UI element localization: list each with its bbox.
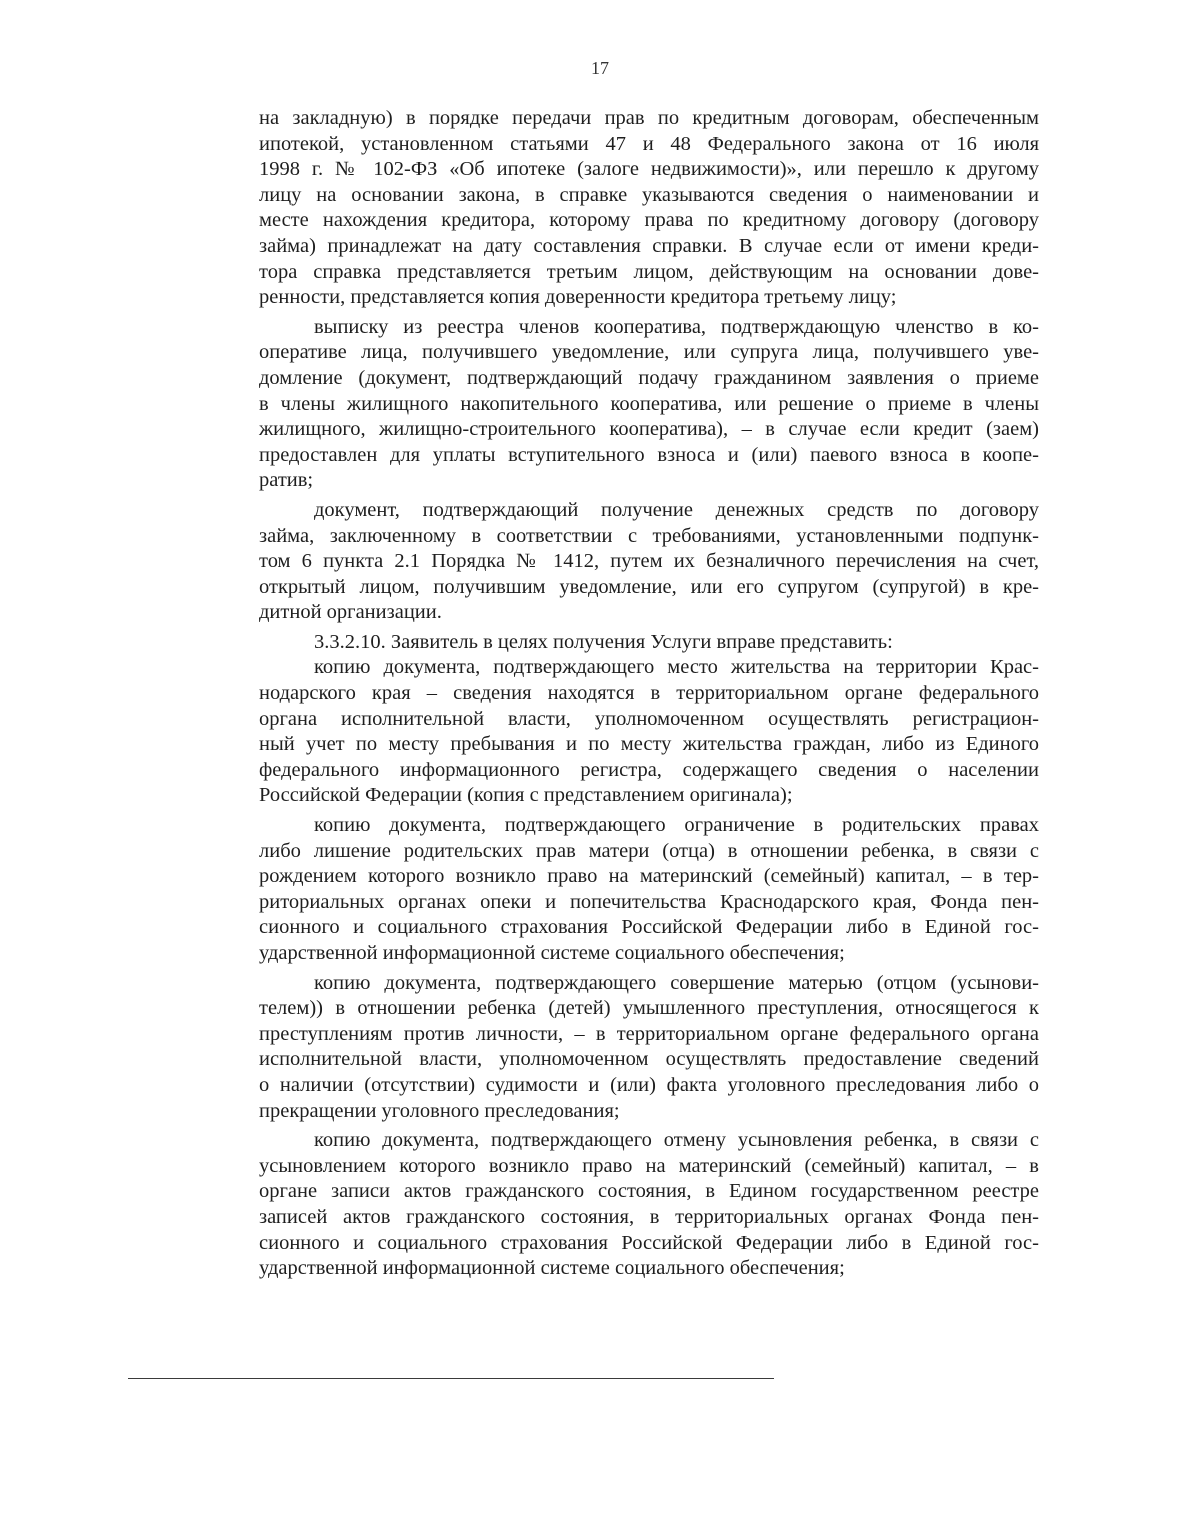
text-line: рождением которого возникло право на материнский (семейный) капитал, – в тер- — [259, 865, 1039, 888]
text-line: о наличии (отсутствии) судимости и (или) факта уголовного преследования либо о — [259, 1073, 1039, 1096]
text-line: займа) принадлежат на дату составления справки. В случае если от имени креди- — [259, 234, 1039, 257]
text-line: органа исполнительной власти, уполномоченном осуществлять регистрацион- — [259, 707, 1039, 730]
text-line: выписку из реестра членов кооператива, подтверждающую членство в ко- — [314, 315, 1039, 338]
text-line: записей актов гражданского состояния, в территориальных органах Фонда пен- — [259, 1205, 1039, 1228]
text-line: в члены жилищного накопительного кооператива, или решение о приеме в члены — [259, 392, 1039, 415]
text-line: ренности, представляется копия доверенности кредитора третьему лицу; — [259, 286, 897, 309]
text-line: ратив; — [259, 469, 314, 492]
text-line: займа, заключенному в соответствии с требованиями, установленными подпунк- — [259, 524, 1039, 547]
text-line: жилищного, жилищно-строительного кооператива), – в случае если кредит (заем) — [259, 418, 1039, 441]
text-line: сионного и социального страхования Российской Федерации либо в Единой гос- — [259, 916, 1039, 939]
text-line: открытый лицом, получившим уведомление, или его супругом (супругой) в кре- — [259, 575, 1039, 598]
text-line: на закладную) в порядке передачи прав по кредитным договорам, обеспеченным — [259, 107, 1039, 129]
text-line: федерального информационного регистра, содержащего сведения о населении — [259, 758, 1039, 781]
text-line: 3.3.2.10. Заявитель в целях получения Услуги вправе представить: — [314, 630, 893, 653]
text-line: домление (документ, подтверждающий подачу гражданином заявления о приеме — [259, 366, 1039, 389]
text-line: ударственной информационной системе социального обеспечения; — [259, 942, 845, 964]
text-line: Российской Федерации (копия с представлением оригинала); — [259, 784, 793, 807]
text-line: копию документа, подтверждающего отмену усыновления ребенка, в связи с — [314, 1129, 1039, 1152]
text-line: 1998 г. № 102-ФЗ «Об ипотеке (залоге недвижимости)», или перешло к другому — [259, 158, 1039, 181]
text-line: ударственной информационной системе социального обеспечения; — [259, 1257, 845, 1280]
text-line: копию документа, подтверждающего место жительства на территории Крас- — [314, 656, 1039, 679]
text-line: том 6 пункта 2.1 Порядка № 1412, путем их безналичного перечисления на счет, — [259, 550, 1039, 573]
text-line: лицу на основании закона, в справке указываются сведения о наименовании и — [259, 183, 1039, 206]
text-line: прекращении уголовного преследования; — [259, 1099, 620, 1122]
text-line: тора справка представляется третьим лицом, действующим на основании дове- — [259, 260, 1039, 283]
text-line: ный учет по месту пребывания и по месту жительства граждан, либо из Единого — [259, 733, 1039, 756]
document-body — [259, 106, 1039, 1282]
text-line: телем)) в отношении ребенка (детей) умышленного преступления, относящегося к — [259, 997, 1039, 1020]
footnote-separator — [128, 1378, 774, 1379]
text-line: усыновлением которого возникло право на материнский (семейный) капитал, – в — [259, 1154, 1039, 1177]
text-line: оперативе лица, получившего уведомление, или супруга лица, получившего уве- — [259, 341, 1039, 364]
text-line: копию документа, подтверждающего ограничение в родительских правах — [314, 814, 1039, 837]
text-line: органе записи актов гражданского состояния, в Едином государственном реестре — [259, 1180, 1039, 1203]
text-line: сионного и социального страхования Российской Федерации либо в Единой гос- — [259, 1231, 1039, 1254]
text-line: ипотекой, установленном статьями 47 и 48 Федерального закона от 16 июля — [259, 132, 1039, 155]
text-line: предоставлен для уплаты вступительного взноса и (или) паевого взноса в коопе- — [259, 443, 1039, 466]
text-line: риториальных органах опеки и попечительства Краснодарского края, Фонда пен- — [259, 890, 1039, 913]
text-line: копию документа, подтверждающего совершение матерью (отцом (усынови- — [314, 971, 1039, 994]
text-line: нодарского края – сведения находятся в территориальном органе федерального — [259, 682, 1039, 705]
text-line: преступлениям против личности, – в территориальном органе федерального органа — [259, 1022, 1039, 1045]
text-line: либо лишение родительских прав матери (отца) в отношении ребенка, в связи с — [259, 839, 1039, 862]
text-line: дитной организации. — [259, 601, 442, 624]
text-line: документ, подтверждающий получение денежных средств по договору — [314, 498, 1039, 521]
text-line: месте нахождения кредитора, которому права по кредитному договору (договору — [259, 209, 1039, 232]
text-line: исполнительной власти, уполномоченном осуществлять предоставление сведений — [259, 1048, 1039, 1071]
page-number: 17 — [591, 58, 609, 78]
